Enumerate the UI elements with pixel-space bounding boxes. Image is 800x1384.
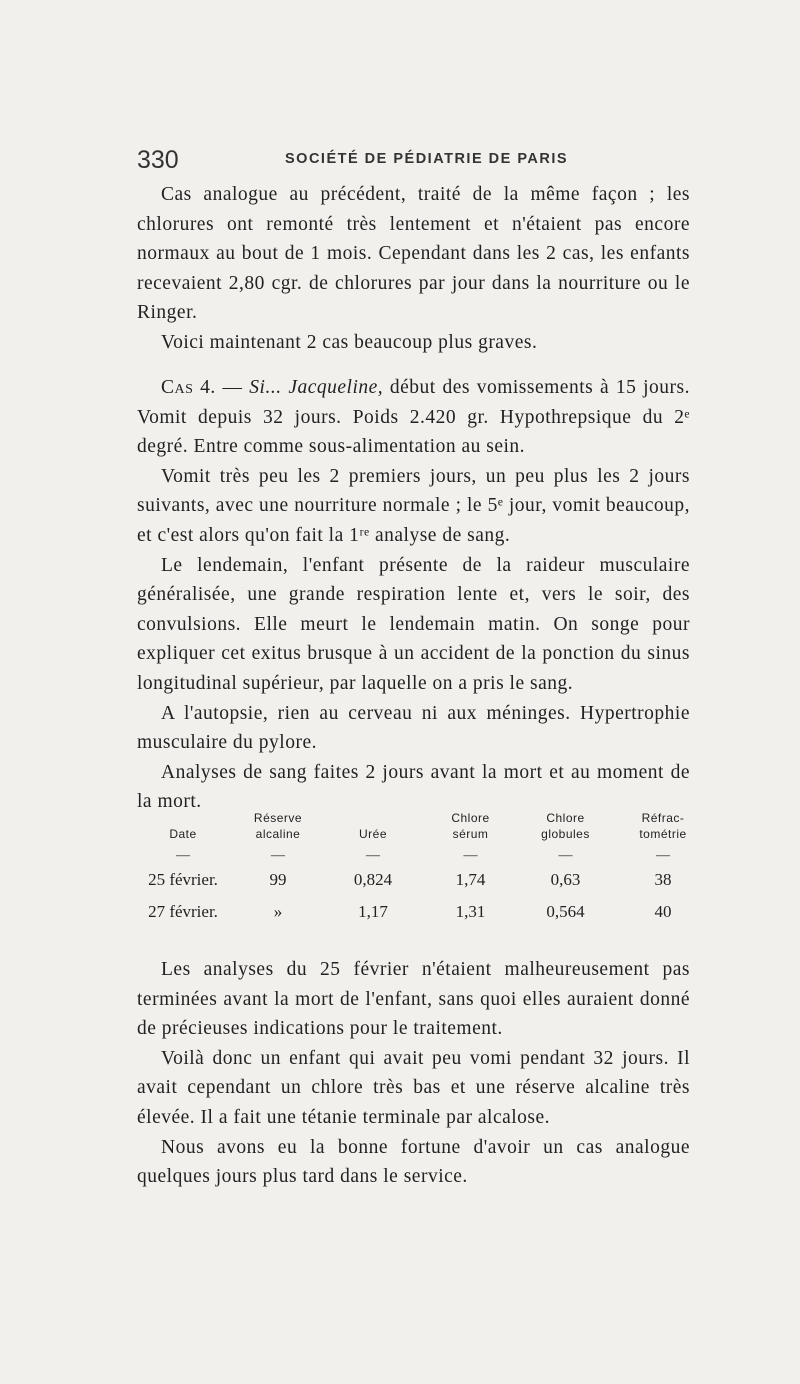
paragraph: A l'autopsie, rien au cerveau ni aux méninges. Hypertrophie musculaire du pylore. [137, 702, 690, 754]
paragraph: Vomit très peu les 2 premiers jours, un peu plus les 2 jours suivants, avec une nourriture normale ; le 5ᵉ jour, vomit beaucoup, et c'est alors qu'on fait la 1ʳᵉ analyse de sang. [137, 465, 690, 546]
cell-reserve-alcaline: » [273, 902, 283, 921]
header-uree: Urée [358, 827, 387, 841]
cell-refractometrie: 40 [654, 902, 672, 921]
header-refractometrie: Réfrac- tométrie [639, 811, 687, 841]
dash-cell: — [463, 848, 478, 863]
dash-cell: — [176, 848, 190, 863]
table-row [133, 896, 713, 928]
header-chlore-globules: Chlore globules [541, 811, 590, 841]
dash-row [133, 848, 713, 864]
blood-analysis-table [133, 810, 713, 928]
cell-uree: 0,824 [353, 870, 393, 889]
cell-chlore-serum: 1,74 [455, 870, 486, 889]
dash-cell: — [656, 848, 670, 863]
cell-uree: 1,17 [358, 902, 388, 921]
paragraph: Analyses de sang faites 2 jours avant la mort et au moment de la mort. [137, 761, 690, 813]
cell-refractometrie: 38 [654, 870, 672, 889]
case-dash: — [215, 377, 250, 398]
paragraph: Cas analogue au précédent, traité de la même façon ; les chlorures ont remonté très lentement et n'étaient pas encore normaux au bout de 1 mois. Cependant dans les 2 cas, les enfants recevaient 2,80 cgr. de chlorures par jour dans la nourriture ou le Ringer. [137, 184, 690, 324]
case-label: Cas 4. [161, 377, 216, 398]
text-block-top [137, 180, 690, 358]
paragraph: Le lendemain, l'enfant présente de la raideur musculaire généralisée, une grande respiration lente et, vers le soir, des convulsions. Elle meurt le lendemain matin. On songe pour expliquer cet exitus brusque à un accident de la ponction du sinus longitudinal supérieur, par laquelle on a pris le sang. [137, 554, 690, 694]
paragraph: Voilà donc un enfant qui avait peu vomi pendant 32 jours. Il avait cependant un chlore très bas et une réserve alcaline très élevée. Il a fait une tétanie terminale par alcalose. [137, 1047, 690, 1128]
case-paragraph [137, 373, 690, 462]
text-block-case [137, 373, 690, 817]
paragraph: Les analyses du 25 février n'étaient malheureusement pas terminées avant la mort de l'enfant, sans quoi elles auraient donné de précieuses indications pour le traitement. [137, 959, 690, 1040]
paragraph: Nous avons eu la bonne fortune d'avoir un cas analogue quelques jours plus tard dans le service. [137, 1136, 690, 1188]
cell-chlore-globules: 0,63 [550, 870, 581, 889]
header-reserve-alcaline: Réserve alcaline [253, 811, 303, 841]
running-title: SOCIÉTÉ DE PÉDIATRIE DE PARIS [285, 151, 569, 167]
table-header-row [133, 810, 713, 848]
cell-date: 27 février. [148, 902, 218, 921]
text-block-bottom [137, 955, 690, 1192]
page-number: 330 [137, 146, 179, 174]
cell-chlore-serum: 1,31 [455, 902, 486, 921]
dash-cell: — [366, 848, 380, 863]
cell-reserve-alcaline: 99 [269, 870, 287, 889]
header-chlore-serum: Chlore sérum [451, 811, 490, 841]
page-header [137, 146, 697, 176]
cell-date: 25 février. [148, 870, 218, 889]
case-text: début des vomissements à 15 jours. Vomit depuis 32 jours. Poids 2.420 gr. Hypothrepsique du 2ᵉ degré. Entre comme sous-alimentation au sein. [137, 377, 690, 458]
dash-cell: — [271, 848, 285, 863]
paragraph: Voici maintenant 2 cas beaucoup plus graves. [161, 331, 538, 353]
cell-chlore-globules: 0,564 [546, 902, 585, 921]
table-row [133, 864, 713, 896]
dash-cell: — [558, 848, 573, 863]
header-date: Date [169, 827, 197, 841]
patient-name: Si... Jacqueline, [249, 377, 384, 398]
